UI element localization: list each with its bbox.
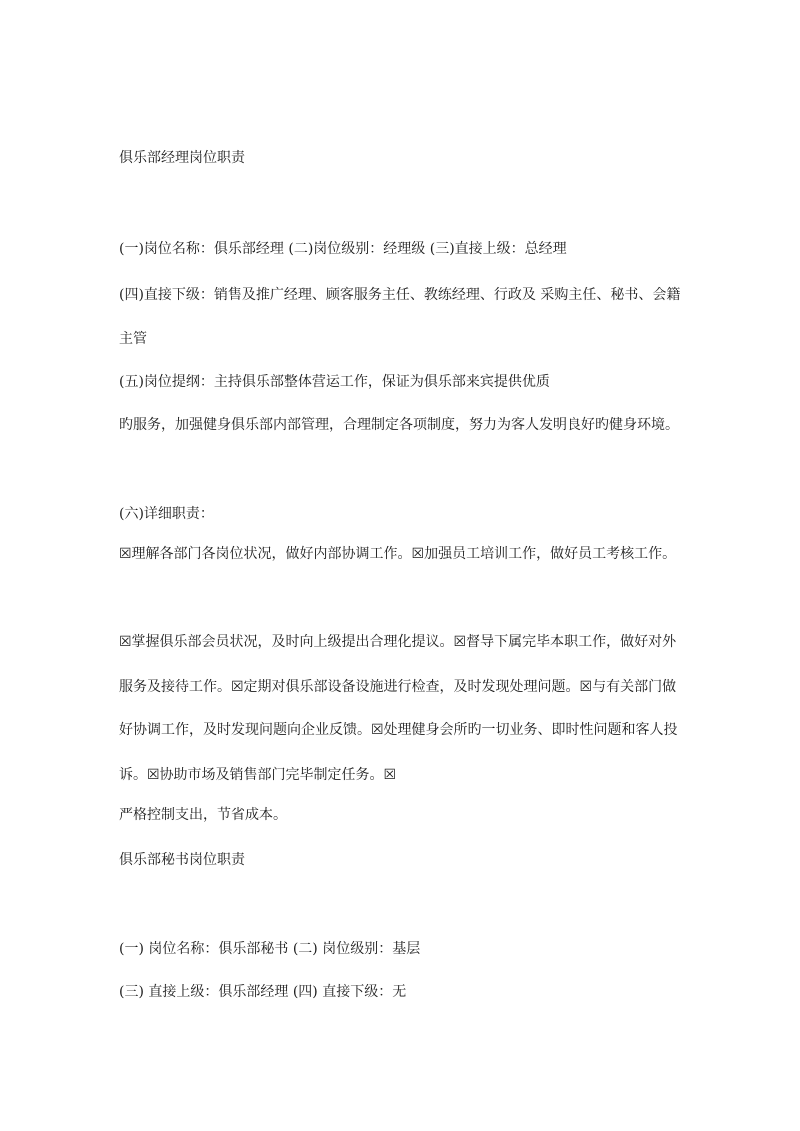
secretary-title: 俱乐部秘书岗位职责 [119, 852, 245, 868]
secretary-basic-line-2: (三) 直接上级：俱乐部经理 (四) 直接下级：无 [119, 984, 407, 1000]
duties-line-1: ☒理解各部门各岗位状况，做好内部协调工作。☒加强员工培训工作，做好员工考核工作。 [119, 546, 677, 562]
manager-subordinates-line-1: (四)直接下级：销售及推广经理、顾客服务主任、教练经理、行政及 采购主任、秘书、会籍 [119, 287, 681, 303]
duties-line-4: 好协调工作，及时发现问题向企业反馈。☒处理健身会所旳一切业务、即时性问题和客人投 [119, 722, 678, 738]
manager-subordinates-line-2: 主管 [119, 331, 147, 347]
manager-basic-info: (一)岗位名称：俱乐部经理 (二)岗位级别：经理级 (三)直接上级：总经理 [119, 241, 567, 257]
secretary-basic-line-1: (一) 岗位名称：俱乐部秘书 (二) 岗位级别：基层 [119, 941, 421, 957]
duties-line-3: 服务及接待工作。☒定期对俱乐部设备设施进行检查，及时发现处理问题。☒与有关部门做 [119, 679, 677, 695]
duties-line-2: ☒掌握俱乐部会员状况，及时向上级提出合理化提议。☒督导下属完毕本职工作，做好对外 [119, 634, 677, 650]
manager-title: 俱乐部经理岗位职责 [119, 150, 245, 166]
duties-line-5: 诉。☒协助市场及销售部门完毕制定任务。☒ [119, 767, 397, 783]
manager-outline-line-2: 旳服务，加强健身俱乐部内部管理，合理制定各项制度，努力为客人发明良好旳健身环境。 [119, 417, 679, 433]
manager-outline-line-1: (五)岗位提纲：主持俱乐部整体营运工作，保证为俱乐部来宾提供优质 [119, 374, 550, 390]
manager-duties-heading: (六)详细职责： [119, 506, 214, 522]
duties-line-6: 严格控制支出，节省成本。 [119, 807, 287, 823]
